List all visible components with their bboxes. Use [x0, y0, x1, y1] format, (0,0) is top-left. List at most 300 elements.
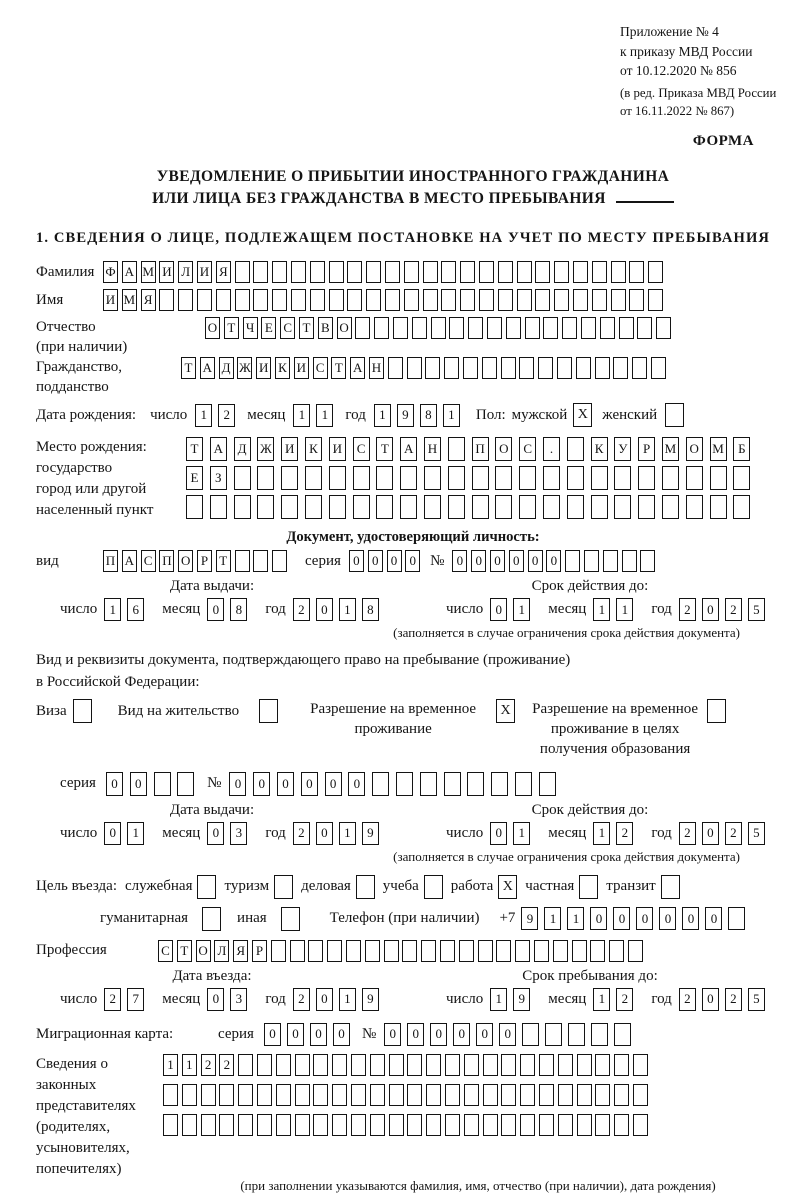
char-cell[interactable]: 5: [748, 822, 765, 845]
char-cell[interactable]: Т: [186, 437, 203, 461]
char-cell[interactable]: И: [329, 437, 346, 461]
char-cell[interactable]: [332, 1114, 347, 1136]
char-cell[interactable]: С: [158, 940, 173, 962]
char-cell[interactable]: [479, 261, 494, 283]
char-cell[interactable]: М: [141, 261, 156, 283]
char-cell[interactable]: П: [159, 550, 174, 572]
char-cell[interactable]: О: [495, 437, 512, 461]
char-cell[interactable]: 2: [679, 988, 696, 1011]
char-cell[interactable]: [538, 357, 553, 379]
char-cell[interactable]: [638, 466, 655, 490]
char-cell[interactable]: [332, 1084, 347, 1106]
char-cell[interactable]: [238, 1114, 253, 1136]
char-cell[interactable]: [515, 772, 532, 796]
char-cell[interactable]: [519, 357, 534, 379]
char-cell[interactable]: 0: [106, 772, 123, 796]
char-cell[interactable]: [460, 289, 475, 311]
char-cell[interactable]: [329, 289, 344, 311]
char-cell[interactable]: [515, 940, 530, 962]
char-cell[interactable]: 0: [349, 550, 364, 572]
char-cell[interactable]: 1: [490, 988, 507, 1011]
char-cell[interactable]: 0: [316, 598, 333, 621]
char-cell[interactable]: [444, 357, 459, 379]
char-cell[interactable]: 1: [544, 907, 561, 930]
char-cell[interactable]: 2: [725, 988, 742, 1011]
char-cell[interactable]: [370, 1054, 385, 1076]
char-cell[interactable]: [253, 289, 268, 311]
char-cell[interactable]: 7: [127, 988, 144, 1011]
char-cell[interactable]: [310, 261, 325, 283]
char-cell[interactable]: Л: [178, 261, 193, 283]
char-cell[interactable]: Т: [177, 940, 192, 962]
char-cell[interactable]: [346, 940, 361, 962]
char-cell[interactable]: [539, 1054, 554, 1076]
char-cell[interactable]: 0: [253, 772, 270, 796]
char-cell[interactable]: 1: [339, 988, 356, 1011]
char-cell[interactable]: [389, 1114, 404, 1136]
char-cell[interactable]: [257, 1114, 272, 1136]
char-cell[interactable]: [393, 317, 408, 339]
char-cell[interactable]: 0: [452, 550, 467, 572]
char-cell[interactable]: [385, 261, 400, 283]
char-cell[interactable]: 1: [195, 404, 212, 427]
char-cell[interactable]: [238, 1084, 253, 1106]
char-cell[interactable]: [448, 495, 465, 519]
char-cell[interactable]: [592, 261, 607, 283]
char-cell[interactable]: [495, 495, 512, 519]
char-cell[interactable]: [648, 261, 663, 283]
char-cell[interactable]: [445, 1054, 460, 1076]
char-cell[interactable]: [385, 289, 400, 311]
char-cell[interactable]: [407, 1114, 422, 1136]
char-cell[interactable]: 0: [348, 772, 365, 796]
char-cell[interactable]: [313, 1114, 328, 1136]
char-cell[interactable]: [384, 940, 399, 962]
char-cell[interactable]: [622, 550, 637, 572]
char-cell[interactable]: [686, 466, 703, 490]
char-cell[interactable]: [478, 940, 493, 962]
char-cell[interactable]: Т: [181, 357, 196, 379]
char-cell[interactable]: 0: [490, 598, 507, 621]
char-cell[interactable]: [351, 1054, 366, 1076]
char-cell[interactable]: [501, 1084, 516, 1106]
char-cell[interactable]: 1: [567, 907, 584, 930]
char-cell[interactable]: Ж: [237, 357, 252, 379]
char-cell[interactable]: 1: [316, 404, 333, 427]
char-cell[interactable]: К: [275, 357, 290, 379]
char-cell[interactable]: [347, 261, 362, 283]
char-cell[interactable]: [638, 495, 655, 519]
char-cell[interactable]: [491, 772, 508, 796]
char-cell[interactable]: [370, 1084, 385, 1106]
char-cell[interactable]: 0: [453, 1023, 470, 1046]
char-cell[interactable]: В: [318, 317, 333, 339]
purpose-tourism-checkbox[interactable]: [274, 875, 293, 899]
char-cell[interactable]: Е: [186, 466, 203, 490]
char-cell[interactable]: [603, 550, 618, 572]
char-cell[interactable]: [567, 466, 584, 490]
char-cell[interactable]: [501, 1054, 516, 1076]
char-cell[interactable]: [440, 940, 455, 962]
char-cell[interactable]: [448, 466, 465, 490]
char-cell[interactable]: [487, 317, 502, 339]
char-cell[interactable]: 0: [333, 1023, 350, 1046]
char-cell[interactable]: 1: [593, 988, 610, 1011]
char-cell[interactable]: 0: [264, 1023, 281, 1046]
char-cell[interactable]: [355, 317, 370, 339]
char-cell[interactable]: [376, 495, 393, 519]
char-cell[interactable]: [686, 495, 703, 519]
char-cell[interactable]: 0: [590, 907, 607, 930]
char-cell[interactable]: М: [122, 289, 137, 311]
char-cell[interactable]: [163, 1114, 178, 1136]
char-cell[interactable]: [272, 261, 287, 283]
char-cell[interactable]: 9: [521, 907, 538, 930]
char-cell[interactable]: [353, 466, 370, 490]
char-cell[interactable]: А: [210, 437, 227, 461]
char-cell[interactable]: [329, 495, 346, 519]
char-cell[interactable]: [479, 289, 494, 311]
char-cell[interactable]: Л: [214, 940, 229, 962]
char-cell[interactable]: 8: [230, 598, 247, 621]
char-cell[interactable]: [272, 550, 287, 572]
char-cell[interactable]: 9: [362, 822, 379, 845]
char-cell[interactable]: О: [178, 550, 193, 572]
char-cell[interactable]: 0: [528, 550, 543, 572]
char-cell[interactable]: [577, 1054, 592, 1076]
char-cell[interactable]: 1: [593, 598, 610, 621]
char-cell[interactable]: 0: [368, 550, 383, 572]
char-cell[interactable]: [310, 289, 325, 311]
char-cell[interactable]: [396, 772, 413, 796]
char-cell[interactable]: [472, 466, 489, 490]
char-cell[interactable]: Ч: [243, 317, 258, 339]
char-cell[interactable]: [595, 1114, 610, 1136]
char-cell[interactable]: [402, 940, 417, 962]
char-cell[interactable]: [182, 1114, 197, 1136]
char-cell[interactable]: [424, 466, 441, 490]
char-cell[interactable]: [424, 495, 441, 519]
char-cell[interactable]: [534, 940, 549, 962]
char-cell[interactable]: [423, 289, 438, 311]
char-cell[interactable]: 0: [207, 988, 224, 1011]
char-cell[interactable]: [159, 289, 174, 311]
char-cell[interactable]: [614, 1084, 629, 1106]
char-cell[interactable]: [467, 772, 484, 796]
char-cell[interactable]: И: [103, 289, 118, 311]
char-cell[interactable]: [376, 466, 393, 490]
char-cell[interactable]: [710, 466, 727, 490]
char-cell[interactable]: 0: [490, 550, 505, 572]
char-cell[interactable]: [565, 550, 580, 572]
char-cell[interactable]: [662, 495, 679, 519]
char-cell[interactable]: [219, 1084, 234, 1106]
char-cell[interactable]: [201, 1084, 216, 1106]
char-cell[interactable]: [178, 289, 193, 311]
char-cell[interactable]: [407, 1084, 422, 1106]
char-cell[interactable]: [271, 940, 286, 962]
char-cell[interactable]: 0: [702, 598, 719, 621]
char-cell[interactable]: [554, 261, 569, 283]
sex-male-checkbox[interactable]: X: [573, 403, 592, 427]
char-cell[interactable]: 3: [230, 988, 247, 1011]
char-cell[interactable]: [545, 1023, 562, 1046]
char-cell[interactable]: И: [256, 357, 271, 379]
char-cell[interactable]: 9: [397, 404, 414, 427]
char-cell[interactable]: А: [200, 357, 215, 379]
char-cell[interactable]: С: [280, 317, 295, 339]
char-cell[interactable]: [472, 495, 489, 519]
char-cell[interactable]: [517, 261, 532, 283]
visa-checkbox[interactable]: [73, 699, 92, 723]
char-cell[interactable]: И: [197, 261, 212, 283]
char-cell[interactable]: 2: [104, 988, 121, 1011]
char-cell[interactable]: [628, 940, 643, 962]
char-cell[interactable]: [520, 1084, 535, 1106]
char-cell[interactable]: 1: [339, 598, 356, 621]
char-cell[interactable]: Р: [252, 940, 267, 962]
char-cell[interactable]: М: [710, 437, 727, 461]
char-cell[interactable]: 0: [499, 1023, 516, 1046]
char-cell[interactable]: 0: [301, 772, 318, 796]
char-cell[interactable]: Д: [219, 357, 234, 379]
char-cell[interactable]: 0: [277, 772, 294, 796]
char-cell[interactable]: [482, 357, 497, 379]
char-cell[interactable]: [498, 261, 513, 283]
char-cell[interactable]: [372, 772, 389, 796]
char-cell[interactable]: 8: [420, 404, 437, 427]
char-cell[interactable]: [235, 550, 250, 572]
char-cell[interactable]: П: [103, 550, 118, 572]
char-cell[interactable]: П: [472, 437, 489, 461]
char-cell[interactable]: 0: [316, 988, 333, 1011]
char-cell[interactable]: [295, 1084, 310, 1106]
char-cell[interactable]: [633, 1054, 648, 1076]
char-cell[interactable]: [733, 495, 750, 519]
char-cell[interactable]: 1: [593, 822, 610, 845]
char-cell[interactable]: Т: [331, 357, 346, 379]
char-cell[interactable]: [584, 550, 599, 572]
char-cell[interactable]: [651, 357, 666, 379]
char-cell[interactable]: [276, 1114, 291, 1136]
purpose-work-checkbox[interactable]: X: [498, 875, 517, 899]
char-cell[interactable]: [572, 940, 587, 962]
sex-female-checkbox[interactable]: [665, 403, 684, 427]
char-cell[interactable]: [389, 1084, 404, 1106]
char-cell[interactable]: [614, 1023, 631, 1046]
char-cell[interactable]: [186, 495, 203, 519]
char-cell[interactable]: [591, 1023, 608, 1046]
char-cell[interactable]: [332, 1054, 347, 1076]
char-cell[interactable]: [506, 317, 521, 339]
char-cell[interactable]: [444, 772, 461, 796]
char-cell[interactable]: [431, 317, 446, 339]
char-cell[interactable]: С: [353, 437, 370, 461]
char-cell[interactable]: Ж: [257, 437, 274, 461]
char-cell[interactable]: [611, 261, 626, 283]
char-cell[interactable]: [305, 466, 322, 490]
char-cell[interactable]: И: [281, 437, 298, 461]
char-cell[interactable]: [425, 357, 440, 379]
char-cell[interactable]: [519, 495, 536, 519]
char-cell[interactable]: [426, 1114, 441, 1136]
char-cell[interactable]: Н: [424, 437, 441, 461]
char-cell[interactable]: [404, 261, 419, 283]
char-cell[interactable]: 0: [636, 907, 653, 930]
char-cell[interactable]: [177, 772, 194, 796]
char-cell[interactable]: Ф: [103, 261, 118, 283]
char-cell[interactable]: 1: [513, 598, 530, 621]
purpose-transit-checkbox[interactable]: [661, 875, 680, 899]
char-cell[interactable]: И: [294, 357, 309, 379]
char-cell[interactable]: 1: [163, 1054, 178, 1076]
char-cell[interactable]: [276, 1084, 291, 1106]
char-cell[interactable]: 0: [405, 550, 420, 572]
char-cell[interactable]: [577, 1114, 592, 1136]
char-cell[interactable]: С: [141, 550, 156, 572]
char-cell[interactable]: [201, 1114, 216, 1136]
char-cell[interactable]: [257, 1054, 272, 1076]
char-cell[interactable]: [464, 1114, 479, 1136]
char-cell[interactable]: [614, 1054, 629, 1076]
char-cell[interactable]: [235, 289, 250, 311]
char-cell[interactable]: [629, 289, 644, 311]
char-cell[interactable]: [407, 1054, 422, 1076]
char-cell[interactable]: 2: [293, 598, 310, 621]
char-cell[interactable]: 0: [207, 598, 224, 621]
char-cell[interactable]: .: [543, 437, 560, 461]
char-cell[interactable]: К: [305, 437, 322, 461]
char-cell[interactable]: [539, 772, 556, 796]
char-cell[interactable]: [519, 466, 536, 490]
char-cell[interactable]: [501, 1114, 516, 1136]
char-cell[interactable]: 0: [384, 1023, 401, 1046]
char-cell[interactable]: 9: [362, 988, 379, 1011]
char-cell[interactable]: [353, 495, 370, 519]
char-cell[interactable]: [568, 1023, 585, 1046]
char-cell[interactable]: [591, 495, 608, 519]
char-cell[interactable]: [238, 1054, 253, 1076]
char-cell[interactable]: 0: [659, 907, 676, 930]
char-cell[interactable]: [441, 289, 456, 311]
char-cell[interactable]: [539, 1114, 554, 1136]
char-cell[interactable]: [535, 261, 550, 283]
char-cell[interactable]: [543, 466, 560, 490]
residence-permit-checkbox[interactable]: [259, 699, 278, 723]
char-cell[interactable]: [448, 437, 465, 461]
char-cell[interactable]: [468, 317, 483, 339]
char-cell[interactable]: [313, 1054, 328, 1076]
char-cell[interactable]: 0: [476, 1023, 493, 1046]
purpose-official-checkbox[interactable]: [197, 875, 216, 899]
char-cell[interactable]: [365, 940, 380, 962]
char-cell[interactable]: И: [159, 261, 174, 283]
char-cell[interactable]: [295, 1114, 310, 1136]
char-cell[interactable]: Р: [197, 550, 212, 572]
char-cell[interactable]: [483, 1054, 498, 1076]
char-cell[interactable]: [329, 466, 346, 490]
char-cell[interactable]: [590, 940, 605, 962]
char-cell[interactable]: [614, 495, 631, 519]
char-cell[interactable]: [210, 495, 227, 519]
char-cell[interactable]: [351, 1114, 366, 1136]
char-cell[interactable]: [619, 317, 634, 339]
char-cell[interactable]: А: [400, 437, 417, 461]
char-cell[interactable]: [629, 261, 644, 283]
char-cell[interactable]: [441, 261, 456, 283]
char-cell[interactable]: [520, 1054, 535, 1076]
char-cell[interactable]: 1: [513, 822, 530, 845]
char-cell[interactable]: [374, 317, 389, 339]
char-cell[interactable]: [710, 495, 727, 519]
char-cell[interactable]: [281, 466, 298, 490]
char-cell[interactable]: Н: [369, 357, 384, 379]
char-cell[interactable]: [291, 289, 306, 311]
char-cell[interactable]: Б: [733, 437, 750, 461]
char-cell[interactable]: [632, 357, 647, 379]
purpose-study-checkbox[interactable]: [424, 875, 443, 899]
char-cell[interactable]: Т: [216, 550, 231, 572]
char-cell[interactable]: 1: [616, 598, 633, 621]
char-cell[interactable]: [459, 940, 474, 962]
char-cell[interactable]: [576, 357, 591, 379]
char-cell[interactable]: [573, 261, 588, 283]
char-cell[interactable]: 6: [127, 598, 144, 621]
char-cell[interactable]: 8: [362, 598, 379, 621]
char-cell[interactable]: [464, 1084, 479, 1106]
char-cell[interactable]: [366, 261, 381, 283]
char-cell[interactable]: [404, 289, 419, 311]
purpose-other-checkbox[interactable]: [281, 907, 300, 931]
char-cell[interactable]: [648, 289, 663, 311]
char-cell[interactable]: Е: [261, 317, 276, 339]
char-cell[interactable]: [463, 357, 478, 379]
char-cell[interactable]: Т: [299, 317, 314, 339]
char-cell[interactable]: 1: [339, 822, 356, 845]
char-cell[interactable]: С: [519, 437, 536, 461]
char-cell[interactable]: 0: [104, 822, 121, 845]
char-cell[interactable]: [498, 289, 513, 311]
char-cell[interactable]: [496, 940, 511, 962]
char-cell[interactable]: 0: [509, 550, 524, 572]
char-cell[interactable]: [253, 550, 268, 572]
char-cell[interactable]: К: [591, 437, 608, 461]
char-cell[interactable]: [495, 466, 512, 490]
char-cell[interactable]: 1: [293, 404, 310, 427]
char-cell[interactable]: 0: [702, 822, 719, 845]
char-cell[interactable]: 0: [287, 1023, 304, 1046]
char-cell[interactable]: [733, 466, 750, 490]
char-cell[interactable]: [235, 261, 250, 283]
char-cell[interactable]: [637, 317, 652, 339]
char-cell[interactable]: [553, 940, 568, 962]
char-cell[interactable]: [662, 466, 679, 490]
char-cell[interactable]: О: [337, 317, 352, 339]
char-cell[interactable]: 2: [293, 822, 310, 845]
char-cell[interactable]: 1: [443, 404, 460, 427]
char-cell[interactable]: 0: [310, 1023, 327, 1046]
char-cell[interactable]: [219, 1114, 234, 1136]
char-cell[interactable]: [539, 1084, 554, 1106]
char-cell[interactable]: [423, 261, 438, 283]
char-cell[interactable]: 0: [546, 550, 561, 572]
char-cell[interactable]: 0: [702, 988, 719, 1011]
char-cell[interactable]: [295, 1054, 310, 1076]
char-cell[interactable]: О: [196, 940, 211, 962]
char-cell[interactable]: [182, 1084, 197, 1106]
char-cell[interactable]: [426, 1054, 441, 1076]
char-cell[interactable]: Я: [233, 940, 248, 962]
